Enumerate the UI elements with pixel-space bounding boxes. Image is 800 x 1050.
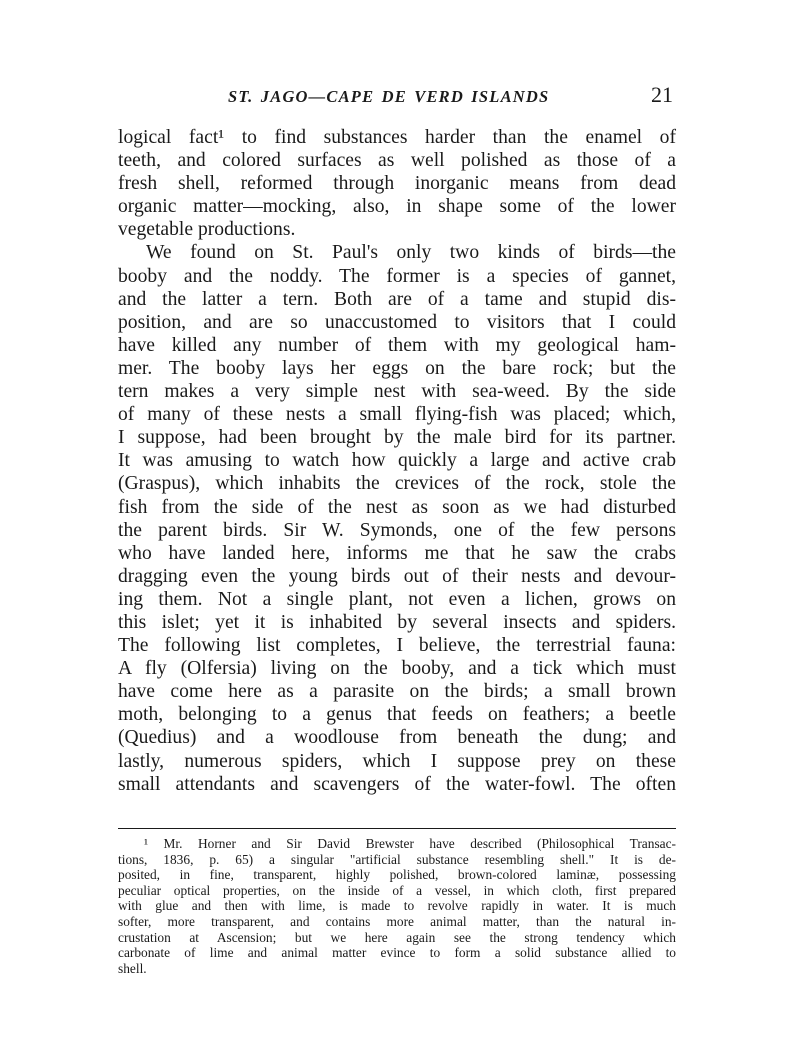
body-line: It was amusing to watch how quickly a large and active crab xyxy=(118,450,676,472)
footnote-line: ¹ Mr. Horner and Sir David Brewster have described (Philosophical Transac- xyxy=(144,836,676,851)
body-line: tern makes a very simple nest with sea-weed. By the side xyxy=(118,381,676,403)
body-line: fish from the side of the nest as soon as we had disturbed xyxy=(118,496,676,518)
body-line: (Graspus), which inhabits the crevices of the rock, stole the xyxy=(118,473,676,495)
body-line: lastly, numerous spiders, which I suppose prey on these xyxy=(118,750,676,772)
body-line: The following list completes, I believe, the terrestrial fauna: xyxy=(118,635,676,657)
footnote-line: peculiar optical properties, on the inside of a vessel, in which cloth, first prepared xyxy=(118,882,676,898)
footnote-line: posited, in fine, transparent, highly polished, brown-colored laminæ, possessing xyxy=(118,867,676,883)
body-text xyxy=(118,126,676,796)
body-line: (Quedius) and a woodlouse from beneath the dung; and xyxy=(118,727,676,749)
body-line: fresh shell, reformed through inorganic means from dead xyxy=(118,173,676,195)
body-line: moth, belonging to a genus that feeds on feathers; a beetle xyxy=(118,704,676,726)
page-number: 21 xyxy=(651,82,673,107)
footnote-line: shell. xyxy=(118,960,147,976)
running-head xyxy=(118,84,673,110)
body-line: who have landed here, informs me that he saw the crabs xyxy=(118,542,676,564)
body-line: have killed any number of them with my geological ham- xyxy=(118,334,676,356)
body-line: We found on St. Paul's only two kinds of birds—the xyxy=(146,242,676,264)
body-line: booby and the noddy. The former is a species of gannet, xyxy=(118,265,676,287)
footnote-line: carbonate of lime and animal matter evince to form a solid substance allied to xyxy=(118,945,676,961)
footnote-line: tions, 1836, p. 65) a singular "artificial substance resembling shell." It is de- xyxy=(118,851,676,867)
body-line: teeth, and colored surfaces as well polished as those of a xyxy=(118,150,676,172)
body-line: ing them. Not a single plant, not even a lichen, grows on xyxy=(118,588,676,610)
body-line: have come here as a parasite on the birds; a small brown xyxy=(118,681,676,703)
footnote-line: softer, more transparent, and contains more animal matter, than the natural in- xyxy=(118,913,676,929)
body-line: small attendants and scavengers of the water-fowl. The often xyxy=(118,773,676,795)
body-line: logical fact¹ to find substances harder than the enamel of xyxy=(118,127,676,148)
footnote xyxy=(118,836,676,976)
body-line: of many of these nests a small flying-fish was placed; which, xyxy=(118,404,676,426)
body-line: the parent birds. Sir W. Symonds, one of the few persons xyxy=(118,519,676,541)
body-line: position, and are so unaccustomed to visitors that I could xyxy=(118,311,676,333)
body-line: A fly (Olfersia) living on the booby, and a tick which must xyxy=(118,658,676,680)
body-line: this islet; yet it is inhabited by several insects and spiders. xyxy=(118,611,676,633)
footnote-rule xyxy=(118,828,676,829)
body-line: mer. The booby lays her eggs on the bare rock; but the xyxy=(118,357,676,379)
body-line: dragging even the young birds out of their nests and devour- xyxy=(118,565,676,587)
body-line: I suppose, had been brought by the male bird for its partner. xyxy=(118,427,676,449)
running-title: ST. JAGO—CAPE DE VERD ISLANDS xyxy=(228,87,550,106)
body-line: vegetable productions. xyxy=(118,219,296,241)
body-line: and the latter a tern. Both are of a tame and stupid dis- xyxy=(118,288,676,310)
footnote-line: with glue and then with lime, is made to revolve rapidly in water. It is much xyxy=(118,898,676,914)
footnote-line: crustation at Ascension; but we here again see the strong tendency which xyxy=(118,929,676,945)
body-line: organic matter—mocking, also, in shape some of the lower xyxy=(118,196,676,218)
